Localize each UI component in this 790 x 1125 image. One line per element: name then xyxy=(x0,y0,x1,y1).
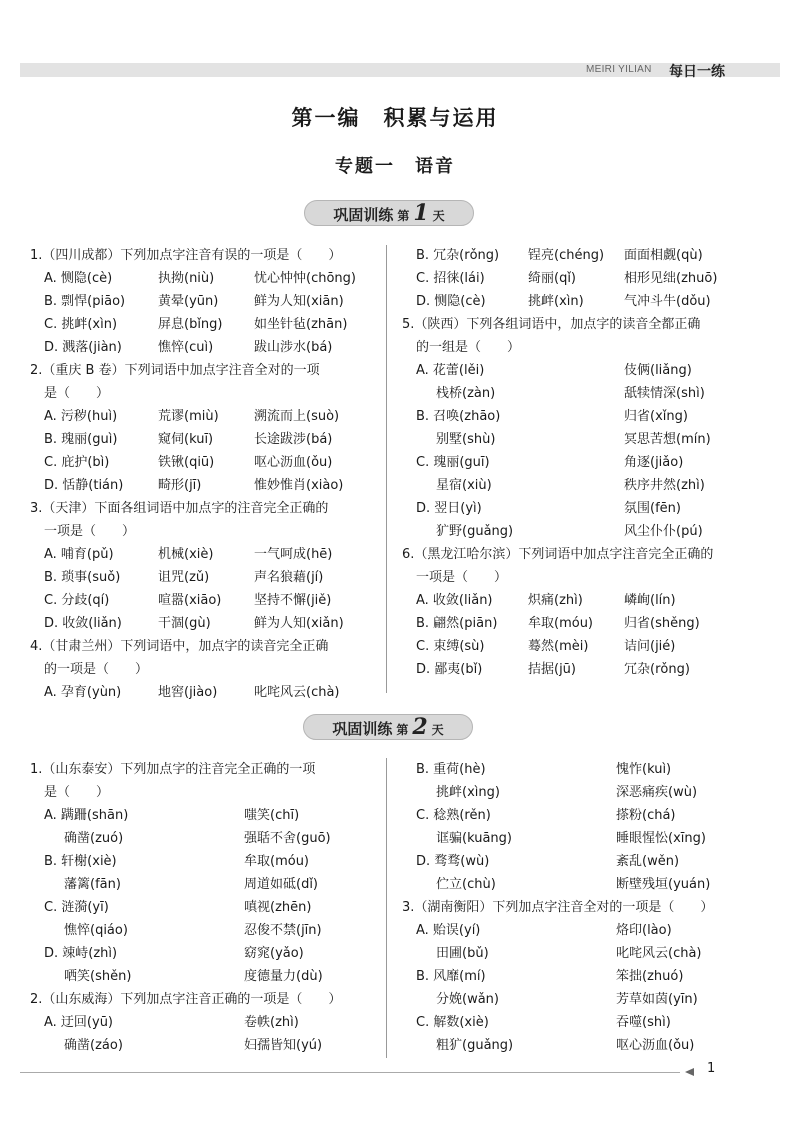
line-text: 蓦然(mèi) xyxy=(528,639,589,654)
line-text: 风尘仆仆(pú) xyxy=(624,524,703,539)
option-row xyxy=(30,681,380,704)
line-text: B. 翩然(piān) xyxy=(416,616,498,631)
option-row xyxy=(30,850,380,873)
option-row xyxy=(402,497,762,520)
option-row xyxy=(30,804,380,827)
line-text: 面面相觑(qù) xyxy=(624,248,703,263)
line-text: 炽痛(zhì) xyxy=(528,593,583,608)
column-divider xyxy=(386,245,387,693)
line-text: 嗤笑(chī) xyxy=(244,808,300,823)
line-text: B. 风靡(mí) xyxy=(416,969,486,984)
question-6 xyxy=(402,543,762,566)
line-text: 断壁残垣(yuán) xyxy=(616,877,711,892)
line-text: 挑衅(xìn) xyxy=(528,294,584,309)
line-text: 分娩(wǎn) xyxy=(436,992,499,1007)
banner-day-1: 巩固训练 第 1 天 xyxy=(304,198,474,228)
column-divider xyxy=(386,758,387,1058)
line-text: 3.（天津）下面各组词语中加点字的注音完全正确的 xyxy=(30,501,329,516)
line-text: B. 重荷(hè) xyxy=(416,762,486,777)
line-text: 冗杂(rǒng) xyxy=(624,662,690,677)
option-row xyxy=(402,942,762,965)
line-text: B. 召唤(zhāo) xyxy=(416,409,501,424)
option-row xyxy=(30,474,380,497)
page-arrow-icon xyxy=(685,1068,694,1076)
line-text: 执拗(niù) xyxy=(158,271,215,286)
line-text: 3.（湖南衡阳）下列加点字注音全对的一项是（ ） xyxy=(402,900,714,915)
line-text: 挑衅(xìng) xyxy=(436,785,500,800)
line-text: 度德量力(dù) xyxy=(244,969,323,984)
line-text: 一气呵成(hē) xyxy=(254,547,333,562)
line-text: 声名狼藉(jí) xyxy=(254,570,324,585)
option-row xyxy=(30,543,380,566)
topic-subtitle: 专题一 语音 xyxy=(335,156,455,177)
option-row xyxy=(402,451,762,474)
footer-rule xyxy=(20,1072,680,1073)
line-text: 笨拙(zhuó) xyxy=(616,969,684,984)
line-text: 4.（甘肃兰州）下列词语中，加点字的读音完全正确 xyxy=(30,639,329,654)
line-text: 憔悴(cuì) xyxy=(158,340,214,355)
line-text: 溯流而上(suò) xyxy=(254,409,340,424)
line-text: 田圃(bǔ) xyxy=(436,946,489,961)
line-text: D. 收敛(liǎn) xyxy=(44,616,122,631)
line-text: 冥思苦想(mín) xyxy=(624,432,711,447)
text-line xyxy=(30,658,380,681)
text-line xyxy=(30,520,380,543)
line-text: 秩序井然(zhì) xyxy=(624,478,705,493)
line-text: A. 恻隐(cè) xyxy=(44,271,113,286)
line-text: A. 蹒跚(shān) xyxy=(44,808,129,823)
option-row xyxy=(30,290,380,313)
line-text: 伫立(chù) xyxy=(436,877,496,892)
option-row xyxy=(402,1011,762,1034)
line-text: 如坐针毡(zhān) xyxy=(254,317,348,332)
text-line xyxy=(30,382,380,405)
line-text: 2.（重庆 B 卷）下列词语中加点字注音全对的一项 xyxy=(30,363,320,378)
line-text: 的一项是（ ） xyxy=(44,662,149,677)
option-row xyxy=(402,290,762,313)
option-row xyxy=(402,612,762,635)
option-row xyxy=(402,850,762,873)
line-text: 6.（黑龙江哈尔滨）下列词语中加点字注音完全正确的 xyxy=(402,547,714,562)
line-text: 嶙峋(lín) xyxy=(624,593,676,608)
line-text: B. 冗杂(rǒng) xyxy=(416,248,500,263)
line-text: 粗犷(guǎng) xyxy=(436,1038,514,1053)
option-row xyxy=(402,589,762,612)
line-text: A. 孕育(yùn) xyxy=(44,685,122,700)
line-text: B. 琐事(suǒ) xyxy=(44,570,121,585)
option-row xyxy=(402,873,762,896)
option-row xyxy=(30,965,380,988)
line-text: 忍俊不禁(jīn) xyxy=(244,923,322,938)
line-text: 叱咤风云(chà) xyxy=(616,946,702,961)
section1-left xyxy=(30,244,380,704)
line-text: 确凿(záo) xyxy=(64,1038,123,1053)
line-text: C. 束缚(sù) xyxy=(416,639,485,654)
line-text: 惟妙惟肖(xiào) xyxy=(254,478,344,493)
text-line xyxy=(30,781,380,804)
option-row xyxy=(30,566,380,589)
line-text: D. 竦峙(zhì) xyxy=(44,946,118,961)
line-text: 憔悴(qiáo) xyxy=(64,923,128,938)
line-text: A. 收敛(liǎn) xyxy=(416,593,493,608)
line-text: 诓骗(kuāng) xyxy=(436,831,512,846)
line-text: 是（ ） xyxy=(44,785,110,800)
line-text: C. 分歧(qí) xyxy=(44,593,110,608)
line-text: D. 溅落(jiàn) xyxy=(44,340,122,355)
option-row xyxy=(30,451,380,474)
line-text: 睡眼惺忪(xīng) xyxy=(616,831,706,846)
section2-left xyxy=(30,758,380,1057)
question-3 xyxy=(402,896,762,919)
page-number: 1 xyxy=(707,1061,716,1076)
option-row xyxy=(30,919,380,942)
line-text: 星宿(xiù) xyxy=(436,478,492,493)
option-row xyxy=(402,1034,762,1057)
option-row xyxy=(30,612,380,635)
line-text: D. 恬静(tián) xyxy=(44,478,124,493)
option-row xyxy=(402,428,762,451)
option-row xyxy=(30,873,380,896)
line-text: 气冲斗牛(dǒu) xyxy=(624,294,711,309)
line-text: 一项是（ ） xyxy=(416,570,508,585)
question-2 xyxy=(30,988,380,1011)
option-row xyxy=(30,336,380,359)
line-text: 叱咤风云(chà) xyxy=(254,685,340,700)
line-text: 绮丽(qǐ) xyxy=(528,271,577,286)
header-band xyxy=(20,63,780,77)
line-text: 是（ ） xyxy=(44,386,110,401)
line-text: 芳草如茵(yīn) xyxy=(616,992,698,1007)
line-text: 鲜为人知(xiān) xyxy=(254,294,344,309)
line-text: 干涸(gù) xyxy=(158,616,211,631)
option-row xyxy=(30,896,380,919)
option-row xyxy=(402,382,762,405)
header-pinyin: MEIRI YILIAN xyxy=(586,64,652,75)
line-text: 犷野(guǎng) xyxy=(436,524,514,539)
line-text: B. 瑰丽(guì) xyxy=(44,432,118,447)
line-text: 愧怍(kuì) xyxy=(616,762,672,777)
line-text: 卷帙(zhì) xyxy=(244,1015,299,1030)
line-text: 吞噬(shì) xyxy=(616,1015,671,1030)
line-text: B. 剽悍(piāo) xyxy=(44,294,126,309)
line-text: D. 骛骛(wù) xyxy=(416,854,490,869)
line-text: 拮据(jū) xyxy=(528,662,576,677)
line-text: 藩篱(fān) xyxy=(64,877,121,892)
line-text: 2.（山东威海）下列加点字注音正确的一项是（ ） xyxy=(30,992,342,1007)
line-text: C. 庇护(bì) xyxy=(44,455,110,470)
option-row xyxy=(30,942,380,965)
line-text: 诅咒(zǔ) xyxy=(158,570,210,585)
line-text: 舐犊情深(shì) xyxy=(624,386,705,401)
line-text: 强聒不舍(guō) xyxy=(244,831,331,846)
question-1 xyxy=(30,758,380,781)
section2-right xyxy=(402,758,762,1057)
option-row xyxy=(402,405,762,428)
text-line xyxy=(402,336,762,359)
line-text: 鲜为人知(xiǎn) xyxy=(254,616,344,631)
option-row xyxy=(402,804,762,827)
option-row xyxy=(30,1034,380,1057)
line-text: 铁锹(qiū) xyxy=(158,455,215,470)
section1-right xyxy=(402,244,762,681)
line-text: C. 涟漪(yī) xyxy=(44,900,109,915)
line-text: 机械(xiè) xyxy=(158,547,214,562)
question-1 xyxy=(30,244,380,267)
line-text: 忧心忡忡(chōng) xyxy=(254,271,356,286)
line-text: 窥伺(kuī) xyxy=(158,432,214,447)
line-text: C. 解数(xiè) xyxy=(416,1015,489,1030)
option-row xyxy=(402,781,762,804)
line-text: 锃亮(chéng) xyxy=(528,248,605,263)
line-text: 呕心沥血(ǒu) xyxy=(616,1038,695,1053)
line-text: 的一组是（ ） xyxy=(416,340,521,355)
question-4 xyxy=(30,635,380,658)
line-text: 别墅(shù) xyxy=(436,432,496,447)
line-text: 相形见绌(zhuō) xyxy=(624,271,718,286)
line-text: 角逐(jiǎo) xyxy=(624,455,684,470)
option-row xyxy=(30,405,380,428)
line-text: 1.（山东泰安）下列加点字的注音完全正确的一项 xyxy=(30,762,316,777)
line-text: A. 贻误(yí) xyxy=(416,923,481,938)
line-text: 一项是（ ） xyxy=(44,524,136,539)
option-row xyxy=(402,658,762,681)
line-text: A. 哺育(pǔ) xyxy=(44,547,114,562)
option-row xyxy=(402,244,762,267)
line-text: 坚持不懈(jiě) xyxy=(254,593,332,608)
option-row xyxy=(30,589,380,612)
line-text: 确凿(zuó) xyxy=(64,831,124,846)
line-text: 1.（四川成都）下列加点字注音有误的一项是（ ） xyxy=(30,248,342,263)
question-3 xyxy=(30,497,380,520)
line-text: 嗔视(zhēn) xyxy=(244,900,312,915)
line-text: 喧嚣(xiāo) xyxy=(158,593,222,608)
line-text: 地窖(jiào) xyxy=(158,685,218,700)
line-text: 牟取(móu) xyxy=(244,854,310,869)
line-text: 氛围(fēn) xyxy=(624,501,681,516)
option-row xyxy=(30,428,380,451)
line-text: 窈窕(yǎo) xyxy=(244,946,304,961)
line-text: 周道如砥(dǐ) xyxy=(244,877,319,892)
line-text: 搽粉(chá) xyxy=(616,808,676,823)
option-row xyxy=(30,827,380,850)
line-text: C. 招徕(lái) xyxy=(416,271,485,286)
option-row xyxy=(402,474,762,497)
line-text: 栈桥(zàn) xyxy=(436,386,496,401)
question-2 xyxy=(30,359,380,382)
line-text: 黄晕(yūn) xyxy=(158,294,219,309)
line-text: 5.（陕西）下列各组词语中，加点字的读音全都正确 xyxy=(402,317,701,332)
line-text: 烙印(lào) xyxy=(616,923,672,938)
line-text: 诘问(jié) xyxy=(624,639,676,654)
header-title: 每日一练 xyxy=(669,64,725,80)
option-row xyxy=(402,758,762,781)
line-text: D. 鄙夷(bǐ) xyxy=(416,662,483,677)
line-text: A. 迂回(yū) xyxy=(44,1015,114,1030)
line-text: C. 挑衅(xìn) xyxy=(44,317,118,332)
line-text: A. 污秽(huì) xyxy=(44,409,118,424)
line-text: 哂笑(shěn) xyxy=(64,969,132,984)
option-row xyxy=(402,635,762,658)
line-text: 深恶痛疾(wù) xyxy=(616,785,698,800)
text-line xyxy=(402,566,762,589)
line-text: 屏息(bǐng) xyxy=(158,317,223,332)
option-row xyxy=(402,988,762,1011)
line-text: 长途跋涉(bá) xyxy=(254,432,333,447)
option-row xyxy=(402,359,762,382)
line-text: C. 瑰丽(guī) xyxy=(416,455,490,470)
option-row xyxy=(402,919,762,942)
question-5 xyxy=(402,313,762,336)
line-text: 归省(xǐng) xyxy=(624,409,688,424)
line-text: 紊乱(wěn) xyxy=(616,854,680,869)
line-text: 归省(shěng) xyxy=(624,616,700,631)
line-text: 妇孺皆知(yú) xyxy=(244,1038,323,1053)
option-row xyxy=(30,313,380,336)
line-text: 呕心沥血(ǒu) xyxy=(254,455,333,470)
option-row xyxy=(402,965,762,988)
option-row xyxy=(402,267,762,290)
line-text: B. 轩榭(xiè) xyxy=(44,854,117,869)
chapter-title: 第一编 积累与运用 xyxy=(291,106,499,130)
line-text: C. 稔熟(rěn) xyxy=(416,808,491,823)
line-text: 跋山涉水(bá) xyxy=(254,340,333,355)
line-text: A. 花蕾(lěi) xyxy=(416,363,485,378)
line-text: 畸形(jī) xyxy=(158,478,202,493)
option-row xyxy=(402,520,762,543)
option-row xyxy=(30,1011,380,1034)
line-text: D. 翌日(yì) xyxy=(416,501,482,516)
banner-day-2: 巩固训练 第 2 天 xyxy=(303,712,473,742)
line-text: 伎俩(liǎng) xyxy=(624,363,692,378)
option-row xyxy=(402,827,762,850)
option-row xyxy=(30,267,380,290)
line-text: D. 恻隐(cè) xyxy=(416,294,486,309)
line-text: 牟取(móu) xyxy=(528,616,594,631)
line-text: 荒谬(miù) xyxy=(158,409,219,424)
